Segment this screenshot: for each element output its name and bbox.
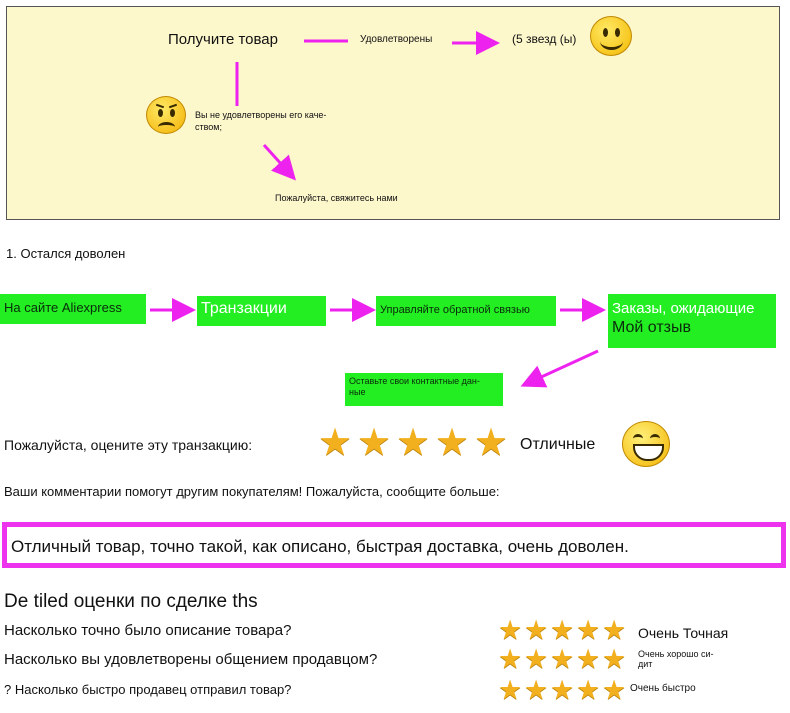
star-icon[interactable]: ★	[498, 675, 523, 705]
detail-question-communication: Насколько вы удовлетворены общением продавцом?	[4, 651, 378, 668]
detail-label-communication-line1: Очень хорошо си-	[638, 649, 714, 659]
flow-not-satisfied-line2: ством;	[195, 122, 222, 132]
arrow-step4-to-step5	[526, 351, 598, 384]
star-icon[interactable]: ★	[576, 615, 601, 645]
comment-textarea[interactable]	[2, 522, 786, 568]
star-icon[interactable]: ★	[576, 644, 601, 674]
step-pending-orders-line2: Мой отзыв	[612, 319, 691, 336]
flow-not-satisfied	[195, 109, 326, 133]
detail-question-shipping: ? Насколько быстро продавец отправил товар?	[4, 682, 292, 697]
star-icon[interactable]: ★	[524, 675, 549, 705]
star-icon[interactable]: ★	[435, 422, 470, 464]
star-icon[interactable]: ★	[602, 615, 627, 645]
step-manage-feedback: Управляйте обратной связью	[376, 296, 556, 326]
flow-not-satisfied-line1: Вы не удовлетворены его каче-	[195, 110, 327, 120]
star-icon[interactable]: ★	[576, 675, 601, 705]
detail-label-accuracy: Очень Точная	[638, 625, 729, 641]
star-icon[interactable]: ★	[318, 422, 353, 464]
star-icon[interactable]: ★	[550, 615, 575, 645]
flow-contact-us: Пожалуйста, свяжитесь нами	[275, 193, 398, 203]
star-icon[interactable]: ★	[602, 644, 627, 674]
star-icon[interactable]: ★	[602, 675, 627, 705]
detail-stars-accuracy[interactable]	[498, 617, 630, 645]
flow-receive-goods: Получите товар	[168, 31, 278, 48]
star-icon[interactable]: ★	[524, 644, 549, 674]
star-icon[interactable]: ★	[498, 615, 523, 645]
section-heading-satisfied: 1. Остался доволен	[6, 246, 126, 261]
comments-prompt: Ваши комментарии помогут другим покупателям! Пожалуйста, сообщите больше:	[4, 484, 500, 499]
step-aliexpress: На сайте Aliexpress	[0, 294, 146, 324]
smiley-sad-icon	[146, 96, 186, 134]
detail-label-shipping: Очень быстро	[630, 683, 696, 694]
smiley-grin-icon	[622, 421, 670, 467]
step-leave-contacts-line1: Оставьте свои контактные дан-	[349, 376, 480, 386]
detail-label-communication	[638, 649, 714, 669]
step-transactions: Транзакции	[197, 296, 326, 326]
star-icon[interactable]: ★	[474, 422, 509, 464]
rating-prompt: Пожалуйста, оцените эту транзакцию:	[4, 437, 253, 453]
step-pending-orders	[608, 294, 776, 348]
comment-text: Отличный товар, точно такой, как описано, быстрая доставка, очень доволен.	[11, 537, 629, 556]
detail-stars-shipping[interactable]	[498, 677, 630, 705]
flow-five-stars: (5 звезд (ы)	[512, 32, 577, 46]
smiley-happy-icon	[590, 16, 632, 56]
step-leave-contacts	[345, 373, 503, 406]
detail-stars-communication[interactable]	[498, 646, 630, 674]
details-heading: De tiled оценки по сделке ths	[4, 591, 258, 612]
detail-label-communication-line2: дит	[638, 659, 653, 669]
rating-stars[interactable]	[318, 424, 514, 462]
step-pending-orders-line1: Заказы, ожидающие	[612, 300, 755, 317]
star-icon[interactable]: ★	[396, 422, 431, 464]
step-leave-contacts-line2: ные	[349, 387, 366, 397]
star-icon[interactable]: ★	[357, 422, 392, 464]
star-icon[interactable]: ★	[550, 644, 575, 674]
star-icon[interactable]: ★	[550, 675, 575, 705]
rating-label: Отличные	[520, 436, 596, 453]
star-icon[interactable]: ★	[498, 644, 523, 674]
star-icon[interactable]: ★	[524, 615, 549, 645]
flow-satisfied: Удовлетворены	[360, 34, 433, 45]
detail-question-accuracy: Насколько точно было описание товара?	[4, 622, 292, 639]
